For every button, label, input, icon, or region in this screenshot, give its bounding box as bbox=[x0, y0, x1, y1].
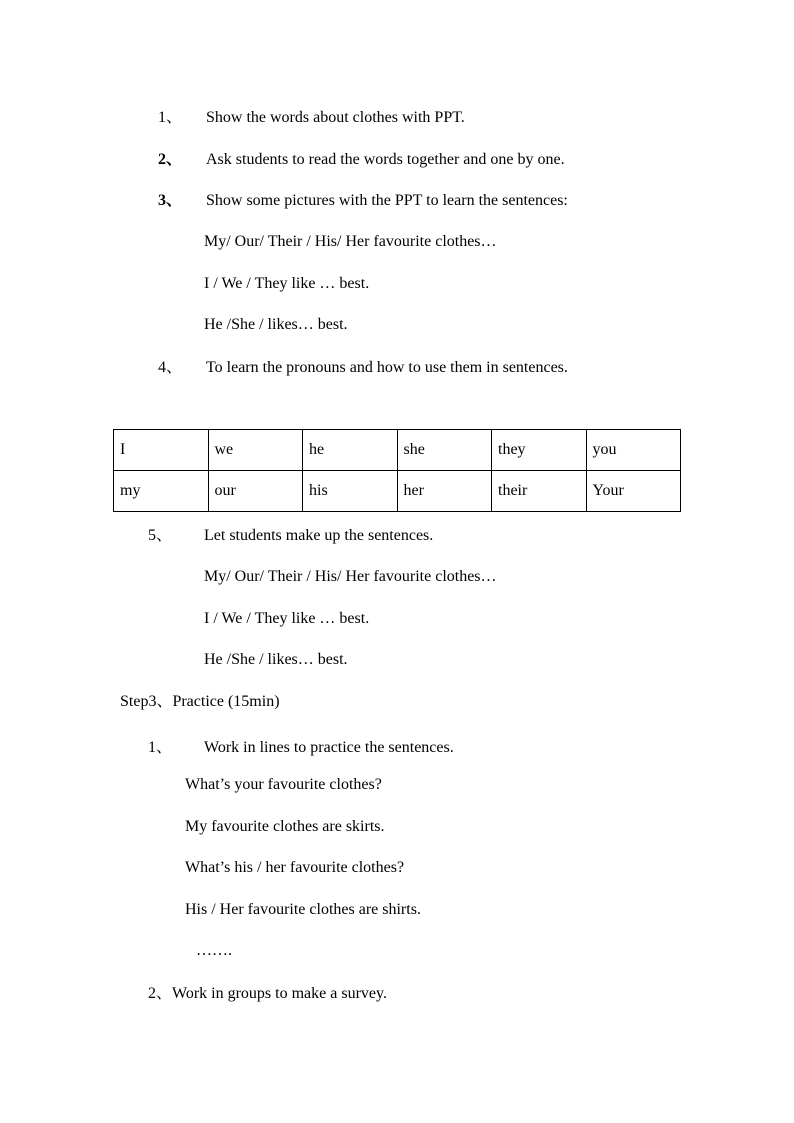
table-cell: he bbox=[303, 430, 398, 471]
table-cell: our bbox=[208, 471, 303, 512]
item-number-3: 3、 bbox=[158, 192, 183, 209]
item-text-1: Show the words about clothes with PPT. bbox=[206, 109, 465, 126]
practice-item-text-1: Work in lines to practice the sentences. bbox=[204, 739, 454, 756]
practice-item-2: 2、Work in groups to make a survey. bbox=[148, 985, 387, 1002]
example-sentence: My/ Our/ Their / His/ Her favourite clothes… bbox=[204, 568, 497, 585]
example-sentence: I / We / They like … best. bbox=[204, 610, 370, 627]
item-text-3: Show some pictures with the PPT to learn the sentences: bbox=[206, 192, 568, 209]
table-cell: you bbox=[586, 430, 681, 471]
practice-item-number-1: 1、 bbox=[148, 739, 173, 756]
dialogue-line: What’s your favourite clothes? bbox=[185, 776, 382, 793]
item-number-4: 4、 bbox=[158, 359, 183, 376]
item-text-5: Let students make up the sentences. bbox=[204, 527, 434, 544]
table-cell: Your bbox=[586, 471, 681, 512]
example-sentence: He /She / likes… best. bbox=[204, 651, 348, 668]
item-text-2: Ask students to read the words together and one by one. bbox=[206, 151, 565, 168]
table-cell: I bbox=[114, 430, 209, 471]
table-row bbox=[114, 471, 681, 512]
item-number-5: 5、 bbox=[148, 527, 173, 544]
step3-heading: Step3、Practice (15min) bbox=[120, 693, 280, 710]
item-text-4: To learn the pronouns and how to use them in sentences. bbox=[206, 359, 568, 376]
table-cell: his bbox=[303, 471, 398, 512]
dialogue-line: My favourite clothes are skirts. bbox=[185, 818, 385, 835]
dialogue-line: His / Her favourite clothes are shirts. bbox=[185, 901, 421, 918]
item-number-1: 1、 bbox=[158, 109, 183, 126]
table-cell: her bbox=[397, 471, 492, 512]
table-cell: my bbox=[114, 471, 209, 512]
dialogue-line: What’s his / her favourite clothes? bbox=[185, 859, 405, 876]
table-cell: she bbox=[397, 430, 492, 471]
table-cell: they bbox=[492, 430, 587, 471]
example-sentence: I / We / They like … best. bbox=[204, 275, 370, 292]
item-number-2: 2、 bbox=[158, 151, 183, 168]
dialogue-ellipsis: ……. bbox=[196, 942, 232, 959]
table-cell: their bbox=[492, 471, 587, 512]
example-sentence: My/ Our/ Their / His/ Her favourite clothes… bbox=[204, 233, 497, 250]
table-cell: we bbox=[208, 430, 303, 471]
example-sentence: He /She / likes… best. bbox=[204, 316, 348, 333]
pronoun-table bbox=[113, 429, 681, 512]
table-row bbox=[114, 430, 681, 471]
